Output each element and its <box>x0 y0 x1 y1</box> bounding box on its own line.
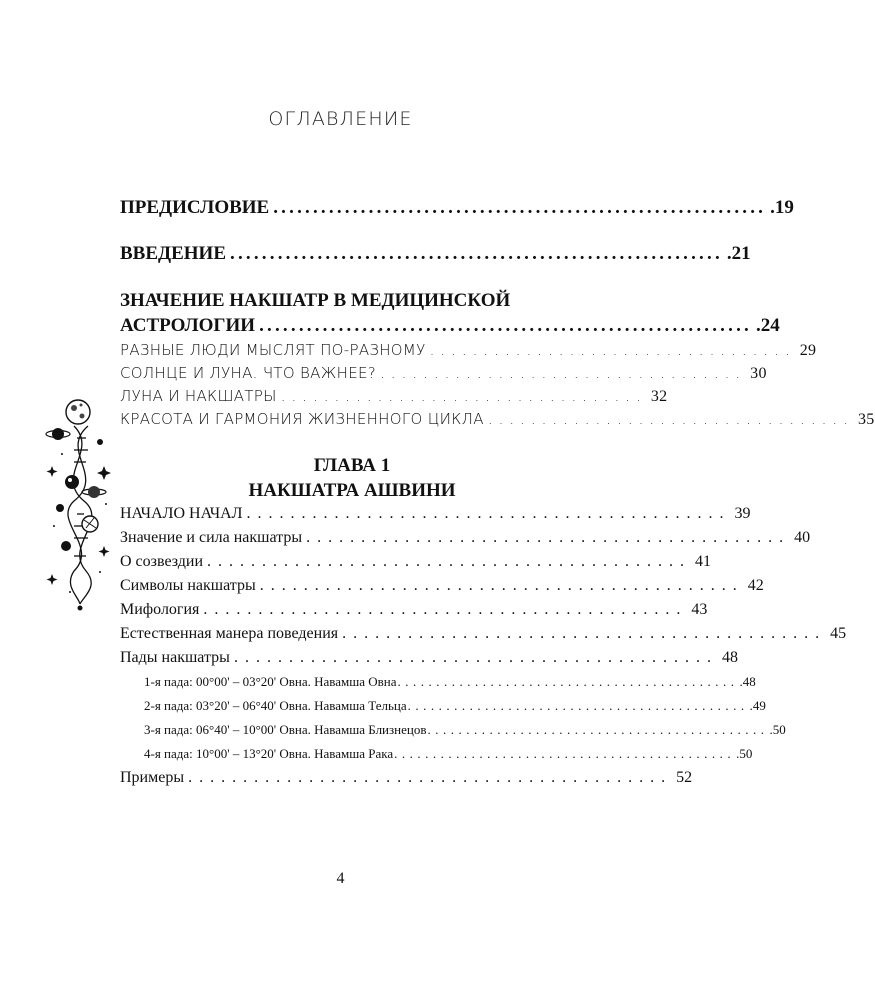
toc-entry-page: 52 <box>676 769 693 786</box>
toc-entry[interactable] <box>120 601 708 619</box>
toc-entry-label: 3-я пада: 06°40' – 10°00' Овна. Навамша Близнецов <box>144 722 427 737</box>
toc-entry[interactable] <box>120 529 811 547</box>
toc-entry-label: Естественная манера поведения <box>120 625 339 642</box>
leader-dots: .............................................................. <box>230 243 723 264</box>
toc-title: ОГЛАВЛЕНИЕ <box>268 108 413 130</box>
toc-entry-label: НАЧАЛО НАЧАЛ <box>120 505 243 522</box>
toc-entry-label: Мифология <box>120 601 200 618</box>
toc-entry-page: 35 <box>857 411 875 428</box>
toc-entry-label: 1-я пада: 00°00' – 03°20' Овна. Навамша Овна <box>144 674 397 689</box>
leader-dots: ............................................ <box>203 601 688 618</box>
toc-entry-label: Значение и сила накшатры <box>120 529 303 546</box>
leader-dots: ............................................ <box>342 625 827 642</box>
toc-entry-label: 4-я пада: 10°00' – 13°20' Овна. Навамша Рака <box>144 746 394 761</box>
toc-entry[interactable] <box>120 577 764 595</box>
toc-entry-page: 41 <box>695 553 712 570</box>
leader-dots: ............................................ <box>394 746 736 761</box>
toc-entry-page: .48 <box>739 674 756 689</box>
toc-entry-beauty[interactable] <box>120 410 875 429</box>
toc-entry-page: .21 <box>726 243 751 264</box>
leader-dots: ............................................ <box>407 698 749 713</box>
toc-subentry[interactable] <box>144 674 756 690</box>
toc-entry-page: 45 <box>830 625 847 642</box>
toc-entry-label: КРАСОТА И ГАРМОНИЯ ЖИЗНЕННОГО ЦИКЛА <box>120 410 484 428</box>
toc-entry-page: .24 <box>755 315 780 336</box>
leader-dots: .................................. <box>429 341 796 359</box>
leader-dots: ............................................ <box>306 529 791 546</box>
toc-entry-preface[interactable] <box>120 197 794 219</box>
toc-entry-label: РАЗНЫЕ ЛЮДИ МЫСЛЯТ ПО-РАЗНОМУ <box>120 341 426 359</box>
toc-entry-page: .50 <box>736 746 753 761</box>
toc-entry-label: Примеры <box>120 769 185 786</box>
chapter-heading: ГЛАВА 1 <box>313 455 391 476</box>
toc-entry-page: 48 <box>721 649 738 666</box>
leader-dots: .............................................................. <box>259 315 752 336</box>
leader-dots: ............................................ <box>188 769 673 786</box>
toc-entry-label: ЛУНА И НАКШАТРЫ <box>120 387 277 405</box>
toc-entry-page: 40 <box>794 529 811 546</box>
toc-entry-moon-nak[interactable] <box>120 387 668 406</box>
toc-entry-meaning[interactable] <box>120 315 780 337</box>
leader-dots: .................................. <box>280 387 647 405</box>
toc-entry[interactable] <box>120 625 847 643</box>
toc-entry[interactable] <box>120 649 738 667</box>
toc-entry-page: 42 <box>747 577 764 594</box>
toc-entry-label: ВВЕДЕНИЕ <box>120 243 226 264</box>
toc-entry-meaning-line1[interactable] <box>120 290 584 312</box>
toc-subentry[interactable] <box>144 722 786 738</box>
page-number: 4 <box>336 870 345 887</box>
toc-entry-page: 39 <box>734 505 751 522</box>
toc-entry-label: АСТРОЛОГИИ <box>120 315 256 336</box>
leader-dots: .............................................................. <box>273 197 767 218</box>
toc-entry-page: .19 <box>770 197 794 218</box>
toc-entry-page: 43 <box>691 601 708 618</box>
chapter-subheading: НАКШАТРА АШВИНИ <box>248 480 456 501</box>
toc-entry-label: Пады накшатры <box>120 649 230 666</box>
leader-dots: .................................. <box>380 364 747 382</box>
toc-entry-label: СОЛНЦЕ И ЛУНА. ЧТО ВАЖНЕЕ? <box>120 364 377 382</box>
toc-entry[interactable] <box>120 505 751 523</box>
toc-entry-label: ЗНАЧЕНИЕ НАКШАТР В МЕДИЦИНСКОЙ <box>120 290 511 311</box>
toc-entry-label: Символы накшатры <box>120 577 256 594</box>
leader-dots: ............................................ <box>397 674 739 689</box>
leader-dots: .................................. <box>487 410 854 428</box>
toc-entry-page: 30 <box>750 365 767 382</box>
toc-entry-page: .49 <box>749 698 766 713</box>
toc-subentry[interactable] <box>144 698 766 714</box>
toc-entry-examples[interactable] <box>120 769 693 787</box>
leader-dots: ............................................ <box>233 649 718 666</box>
toc-entry-page: .50 <box>769 722 786 737</box>
toc-entry[interactable] <box>120 553 712 571</box>
toc-entry-sun-moon[interactable] <box>120 364 767 383</box>
toc-entry-page: 29 <box>799 342 817 359</box>
leader-dots: ............................................ <box>259 577 744 594</box>
toc-entry-label: 2-я пада: 03°20' – 06°40' Овна. Навамша Тельца <box>144 698 407 713</box>
leader-dots: ............................................ <box>207 553 692 570</box>
toc-entry-diff-people[interactable] <box>120 341 817 360</box>
toc-entry-intro[interactable] <box>120 243 751 265</box>
toc-entry-label: О созвездии <box>120 553 204 570</box>
dna-planets-ornament-icon <box>44 396 116 612</box>
leader-dots: ............................................ <box>246 505 731 522</box>
toc-entry-page: 32 <box>650 388 668 405</box>
toc-entry-label: ПРЕДИСЛОВИЕ <box>120 197 270 218</box>
leader-dots: ............................................ <box>427 722 769 737</box>
toc-subentry[interactable] <box>144 746 753 762</box>
